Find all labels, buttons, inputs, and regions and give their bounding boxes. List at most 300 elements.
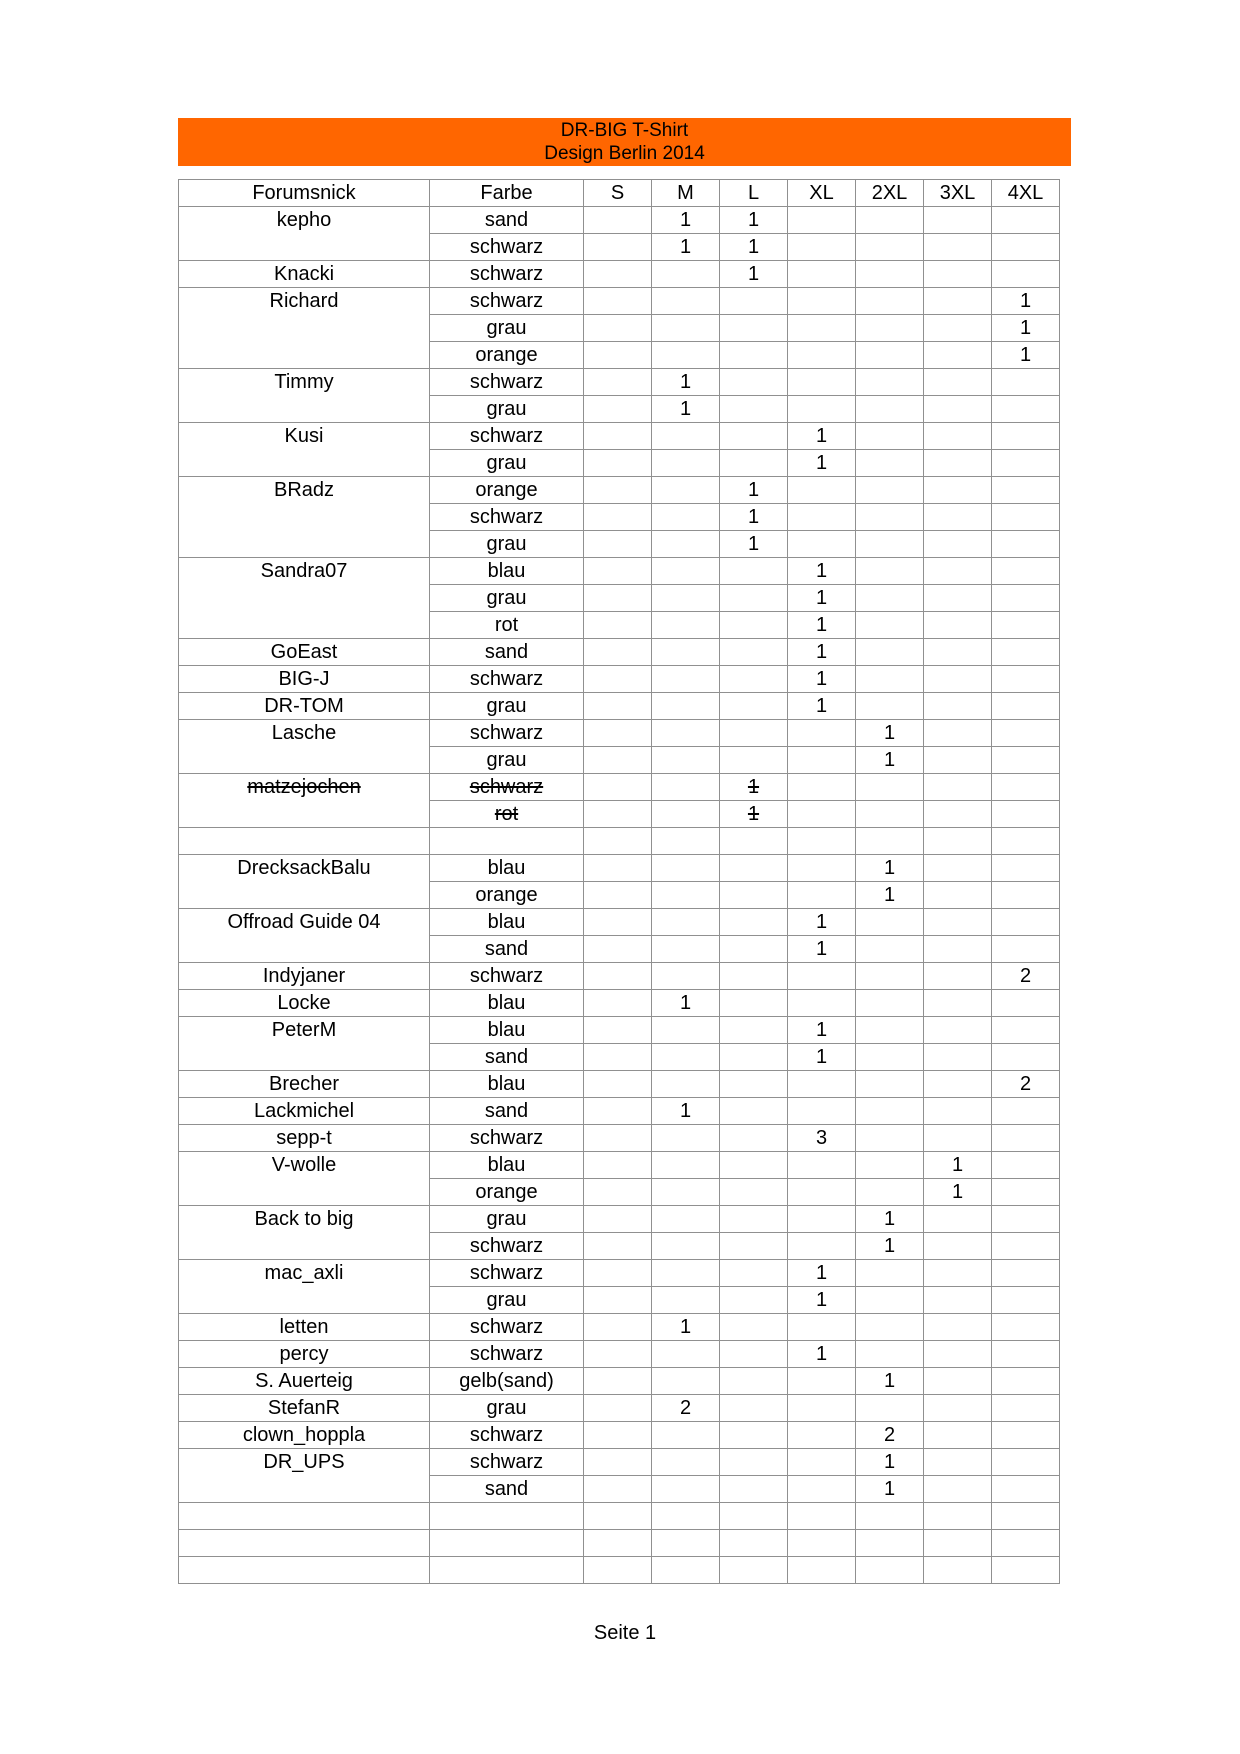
size-cell: [652, 774, 720, 801]
size-cell: [720, 450, 788, 477]
size-cell: [652, 963, 720, 990]
size-cell: [788, 1206, 856, 1233]
size-cell: 1: [788, 612, 856, 639]
size-cell: [788, 882, 856, 909]
size-cell: [720, 315, 788, 342]
size-cell: [856, 261, 924, 288]
table-row: [179, 1314, 1060, 1341]
size-cell: [720, 612, 788, 639]
table-row: [179, 1287, 1060, 1314]
size-cell: [788, 747, 856, 774]
table-row: [179, 666, 1060, 693]
nick-cell: BIG-J: [179, 666, 430, 693]
table-row: [179, 1422, 1060, 1449]
table-row: [179, 1260, 1060, 1287]
size-cell: [788, 1530, 856, 1557]
size-cell: [652, 504, 720, 531]
size-cell: [720, 369, 788, 396]
size-cell: [720, 1287, 788, 1314]
size-cell: [992, 207, 1060, 234]
size-cell: [924, 288, 992, 315]
size-cell: [924, 1206, 992, 1233]
size-cell: [856, 1044, 924, 1071]
size-cell: [584, 342, 652, 369]
table-row: [179, 1368, 1060, 1395]
color-cell: grau: [430, 585, 584, 612]
size-cell: [652, 261, 720, 288]
nick-cell: [179, 315, 430, 342]
color-cell: orange: [430, 342, 584, 369]
size-cell: [720, 1071, 788, 1098]
size-cell: [992, 423, 1060, 450]
size-cell: [992, 1044, 1060, 1071]
table-row: [179, 396, 1060, 423]
nick-cell: [179, 612, 430, 639]
color-cell: schwarz: [430, 234, 584, 261]
size-cell: [720, 1179, 788, 1206]
size-cell: 1: [652, 1098, 720, 1125]
size-cell: [788, 1476, 856, 1503]
size-cell: 1: [788, 666, 856, 693]
size-cell: [584, 396, 652, 423]
nick-cell: Locke: [179, 990, 430, 1017]
size-cell: [856, 909, 924, 936]
color-cell: orange: [430, 1179, 584, 1206]
color-cell: schwarz: [430, 261, 584, 288]
size-cell: [924, 1071, 992, 1098]
size-cell: [584, 207, 652, 234]
size-cell: 1: [856, 1449, 924, 1476]
size-cell: 1: [856, 1233, 924, 1260]
size-cell: [584, 693, 652, 720]
size-cell: [584, 531, 652, 558]
size-cell: [856, 801, 924, 828]
size-cell: [652, 288, 720, 315]
nick-cell: Back to big: [179, 1206, 430, 1233]
size-cell: [652, 855, 720, 882]
page-footer: Seite 1: [593, 1622, 657, 1644]
size-cell: [584, 1368, 652, 1395]
color-cell: blau: [430, 1152, 584, 1179]
nick-cell: [179, 342, 430, 369]
column-header: S: [584, 180, 652, 207]
size-cell: 1: [992, 342, 1060, 369]
size-cell: [924, 801, 992, 828]
column-header: Forumsnick: [179, 180, 430, 207]
size-cell: [992, 585, 1060, 612]
size-cell: [924, 1098, 992, 1125]
size-cell: [992, 747, 1060, 774]
size-cell: [584, 1152, 652, 1179]
table-row: [179, 1395, 1060, 1422]
nick-cell: V-wolle: [179, 1152, 430, 1179]
color-cell: gelb(sand): [430, 1368, 584, 1395]
size-cell: [924, 909, 992, 936]
size-cell: [924, 261, 992, 288]
color-cell: orange: [430, 882, 584, 909]
color-cell: schwarz: [430, 423, 584, 450]
size-cell: 1: [720, 207, 788, 234]
nick-cell: DR-TOM: [179, 693, 430, 720]
nick-cell: BRadz: [179, 477, 430, 504]
table-row: [179, 450, 1060, 477]
color-cell: blau: [430, 558, 584, 585]
nick-cell: Knacki: [179, 261, 430, 288]
nick-cell: DR_UPS: [179, 1449, 430, 1476]
size-cell: [788, 504, 856, 531]
column-header: XL: [788, 180, 856, 207]
size-cell: [856, 1125, 924, 1152]
size-cell: [856, 585, 924, 612]
size-cell: [720, 936, 788, 963]
table-row: [179, 342, 1060, 369]
color-cell: schwarz: [430, 288, 584, 315]
size-cell: [584, 477, 652, 504]
size-cell: [720, 666, 788, 693]
size-cell: [924, 1503, 992, 1530]
size-cell: [992, 612, 1060, 639]
size-cell: [856, 1395, 924, 1422]
size-cell: [924, 1341, 992, 1368]
size-cell: 1: [788, 423, 856, 450]
size-cell: [856, 369, 924, 396]
size-cell: [924, 585, 992, 612]
size-cell: 1: [788, 585, 856, 612]
table-row: [179, 1530, 1060, 1557]
size-cell: [652, 693, 720, 720]
size-cell: [924, 1422, 992, 1449]
table-row: [179, 828, 1060, 855]
table-row: [179, 369, 1060, 396]
size-cell: [992, 720, 1060, 747]
size-cell: [584, 1098, 652, 1125]
nick-cell: S. Auerteig: [179, 1368, 430, 1395]
size-cell: [788, 855, 856, 882]
size-cell: [856, 774, 924, 801]
table-row: [179, 612, 1060, 639]
size-cell: [992, 450, 1060, 477]
size-cell: [584, 1017, 652, 1044]
color-cell: [430, 1530, 584, 1557]
size-cell: [652, 828, 720, 855]
size-cell: [992, 1314, 1060, 1341]
color-cell: schwarz: [430, 720, 584, 747]
size-cell: [720, 1341, 788, 1368]
color-cell: schwarz: [430, 666, 584, 693]
size-cell: [652, 1530, 720, 1557]
size-cell: [992, 558, 1060, 585]
size-cell: [720, 1395, 788, 1422]
size-cell: [720, 558, 788, 585]
size-cell: [924, 1233, 992, 1260]
size-cell: [652, 1017, 720, 1044]
size-cell: [652, 1233, 720, 1260]
size-cell: [720, 747, 788, 774]
size-cell: 2: [856, 1422, 924, 1449]
nick-cell: [179, 1530, 430, 1557]
size-cell: 1: [720, 531, 788, 558]
size-cell: [584, 585, 652, 612]
size-cell: [992, 1530, 1060, 1557]
nick-cell: Lasche: [179, 720, 430, 747]
size-cell: [652, 747, 720, 774]
size-cell: [652, 1449, 720, 1476]
column-header: M: [652, 180, 720, 207]
column-header: L: [720, 180, 788, 207]
color-cell: blau: [430, 1017, 584, 1044]
color-cell: grau: [430, 315, 584, 342]
column-header: Farbe: [430, 180, 584, 207]
size-cell: [788, 963, 856, 990]
size-cell: [788, 1098, 856, 1125]
nick-cell: [179, 801, 430, 828]
size-cell: [856, 1287, 924, 1314]
color-cell: sand: [430, 207, 584, 234]
size-cell: [720, 1530, 788, 1557]
size-cell: [652, 1368, 720, 1395]
size-cell: [924, 477, 992, 504]
size-cell: [856, 1530, 924, 1557]
size-cell: 1: [652, 990, 720, 1017]
color-cell: schwarz: [430, 963, 584, 990]
size-cell: [856, 1152, 924, 1179]
size-cell: [924, 1260, 992, 1287]
size-cell: [584, 1395, 652, 1422]
size-cell: [992, 882, 1060, 909]
size-cell: [924, 855, 992, 882]
nick-cell: Brecher: [179, 1071, 430, 1098]
color-cell: sand: [430, 1098, 584, 1125]
size-cell: [652, 1476, 720, 1503]
size-cell: [856, 1179, 924, 1206]
table-row: [179, 1449, 1060, 1476]
size-cell: [924, 639, 992, 666]
size-cell: 1: [720, 504, 788, 531]
size-cell: [652, 1422, 720, 1449]
size-cell: [924, 828, 992, 855]
size-cell: [584, 720, 652, 747]
size-cell: [856, 693, 924, 720]
size-cell: [584, 828, 652, 855]
title-line-2: Design Berlin 2014: [544, 143, 705, 164]
color-cell: grau: [430, 693, 584, 720]
size-cell: 1: [720, 261, 788, 288]
nick-cell: clown_hoppla: [179, 1422, 430, 1449]
size-cell: [992, 1287, 1060, 1314]
size-cell: [584, 1422, 652, 1449]
size-cell: [788, 477, 856, 504]
nick-cell: [179, 828, 430, 855]
size-cell: [652, 585, 720, 612]
nick-cell: [179, 450, 430, 477]
size-cell: [992, 234, 1060, 261]
size-cell: [992, 828, 1060, 855]
nick-cell: GoEast: [179, 639, 430, 666]
size-cell: [652, 1341, 720, 1368]
size-cell: [652, 450, 720, 477]
color-cell: grau: [430, 396, 584, 423]
size-cell: 1: [720, 234, 788, 261]
size-cell: [652, 423, 720, 450]
size-cell: [924, 1368, 992, 1395]
size-cell: [788, 774, 856, 801]
size-cell: [924, 1017, 992, 1044]
size-cell: [992, 396, 1060, 423]
size-cell: [856, 423, 924, 450]
table-row: [179, 963, 1060, 990]
table-row: [179, 288, 1060, 315]
size-cell: [720, 342, 788, 369]
size-cell: [652, 1125, 720, 1152]
size-cell: [584, 882, 652, 909]
size-cell: [720, 1503, 788, 1530]
size-cell: [924, 558, 992, 585]
size-cell: [924, 693, 992, 720]
size-cell: [720, 828, 788, 855]
nick-cell: [179, 1287, 430, 1314]
size-cell: 1: [788, 1044, 856, 1071]
table-row: [179, 1476, 1060, 1503]
size-cell: 1: [788, 693, 856, 720]
size-cell: 1: [788, 639, 856, 666]
table-row: [179, 1179, 1060, 1206]
color-cell: sand: [430, 1476, 584, 1503]
size-cell: [652, 1152, 720, 1179]
color-cell: orange: [430, 477, 584, 504]
size-cell: [992, 1476, 1060, 1503]
size-cell: [788, 1233, 856, 1260]
color-cell: sand: [430, 1044, 584, 1071]
size-cell: [788, 990, 856, 1017]
color-cell: blau: [430, 855, 584, 882]
color-cell: grau: [430, 747, 584, 774]
size-cell: [924, 315, 992, 342]
size-cell: [992, 990, 1060, 1017]
size-cell: [924, 1314, 992, 1341]
size-cell: [924, 1557, 992, 1584]
size-cell: [924, 720, 992, 747]
table-row: [179, 531, 1060, 558]
size-cell: [856, 963, 924, 990]
size-cell: [992, 1260, 1060, 1287]
size-cell: [720, 720, 788, 747]
size-cell: [652, 720, 720, 747]
size-cell: [992, 1125, 1060, 1152]
size-cell: [584, 774, 652, 801]
size-cell: [788, 288, 856, 315]
color-cell: grau: [430, 1395, 584, 1422]
color-cell: blau: [430, 990, 584, 1017]
size-cell: 1: [992, 315, 1060, 342]
size-cell: 1: [720, 774, 788, 801]
color-cell: schwarz: [430, 504, 584, 531]
size-cell: [856, 558, 924, 585]
size-cell: [720, 909, 788, 936]
size-cell: [584, 450, 652, 477]
size-cell: 3: [788, 1125, 856, 1152]
size-cell: [856, 315, 924, 342]
size-cell: [924, 1476, 992, 1503]
size-cell: [856, 477, 924, 504]
size-cell: [584, 1530, 652, 1557]
nick-cell: [179, 882, 430, 909]
color-cell: schwarz: [430, 1125, 584, 1152]
size-cell: [992, 477, 1060, 504]
size-cell: 1: [652, 1314, 720, 1341]
table-row: [179, 207, 1060, 234]
table-row: [179, 315, 1060, 342]
size-cell: 1: [924, 1152, 992, 1179]
size-cell: [992, 1206, 1060, 1233]
size-cell: [720, 1422, 788, 1449]
size-cell: [924, 396, 992, 423]
size-cell: [584, 423, 652, 450]
size-cell: [584, 315, 652, 342]
size-cell: [720, 990, 788, 1017]
size-cell: [924, 450, 992, 477]
table-row: [179, 585, 1060, 612]
size-cell: [584, 1260, 652, 1287]
color-cell: sand: [430, 639, 584, 666]
size-cell: [788, 1179, 856, 1206]
size-cell: 1: [856, 1476, 924, 1503]
size-cell: [584, 936, 652, 963]
size-cell: [584, 1125, 652, 1152]
size-cell: [584, 1071, 652, 1098]
size-cell: [992, 1557, 1060, 1584]
size-cell: 2: [992, 1071, 1060, 1098]
size-cell: [992, 855, 1060, 882]
nick-cell: [179, 1044, 430, 1071]
size-cell: [992, 504, 1060, 531]
size-cell: [856, 450, 924, 477]
size-cell: [584, 1287, 652, 1314]
size-cell: 1: [856, 1368, 924, 1395]
size-cell: [584, 855, 652, 882]
color-cell: grau: [430, 450, 584, 477]
size-cell: [992, 1179, 1060, 1206]
size-cell: [924, 990, 992, 1017]
size-cell: 1: [652, 369, 720, 396]
table-row: [179, 774, 1060, 801]
size-cell: 1: [788, 909, 856, 936]
size-cell: [584, 558, 652, 585]
size-cell: [924, 936, 992, 963]
size-cell: 1: [856, 720, 924, 747]
nick-cell: percy: [179, 1341, 430, 1368]
column-header: 2XL: [856, 180, 924, 207]
size-cell: [924, 882, 992, 909]
nick-cell: [179, 396, 430, 423]
size-cell: [584, 747, 652, 774]
size-cell: [584, 801, 652, 828]
size-cell: [924, 612, 992, 639]
size-cell: [652, 666, 720, 693]
table-body: [179, 207, 1060, 1584]
nick-cell: [179, 1476, 430, 1503]
table-row: [179, 1125, 1060, 1152]
size-cell: [924, 234, 992, 261]
color-cell: grau: [430, 1287, 584, 1314]
size-cell: [584, 234, 652, 261]
size-cell: [924, 1449, 992, 1476]
nick-cell: StefanR: [179, 1395, 430, 1422]
nick-cell: mac_axli: [179, 1260, 430, 1287]
color-cell: rot: [430, 801, 584, 828]
color-cell: schwarz: [430, 1314, 584, 1341]
size-cell: [856, 828, 924, 855]
size-cell: [652, 1557, 720, 1584]
